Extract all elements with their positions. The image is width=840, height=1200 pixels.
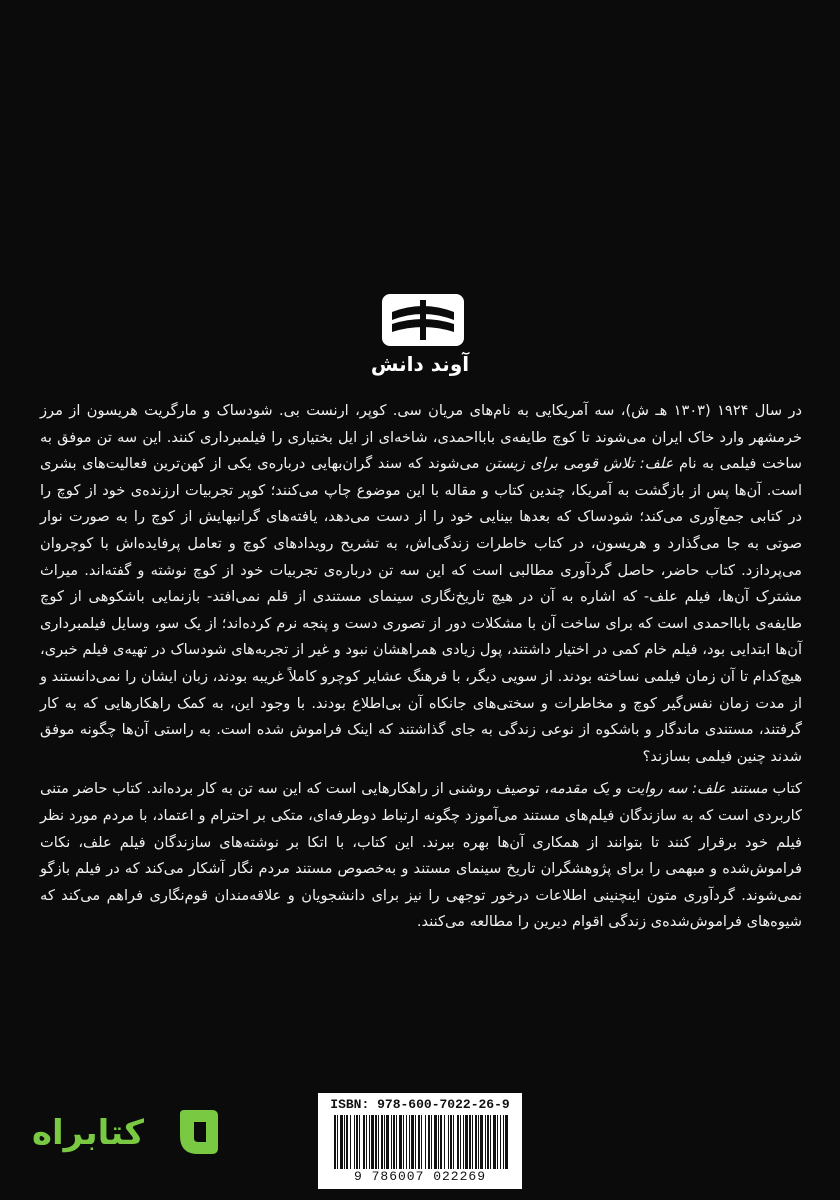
description-paragraph-1 (40, 398, 802, 770)
book-description (40, 398, 802, 936)
barcode-bars (332, 1115, 508, 1169)
p1-film-title: علف: تلاش قومی برای زیستن (485, 455, 674, 473)
p2-text-1: کتاب (767, 780, 802, 798)
publisher-logo-icon (378, 290, 468, 350)
retailer-name: کتابراه (31, 1113, 144, 1153)
p2-text-2: ، توصیف روشنی از راهکارهایی است که این سه تن به کار برده‌اند. کتاب حاضر متنی کاربردی است که به سازندگان فیلم‌های مستند می‌آموزد چگونه ارتباط دوطرفه‌ای، متکی بر احترام و اعتماد، با مردم مورد نظر فیلم خود برقرار کنند تا بتوانند از همکاری آن‌ها بهره ببرند. این کتاب، با اتکا بر نوشته‌های سازندگان فیلم علف، نکات فراموش‌شده و مبهمی را برای پژوهشگران تاریخ سینمای مستند و به‌خصوص مستند مردم نگار آشکار می‌کند که در فیلم بازگو نمی‌شوند. گردآوری متون اینچنینی اطلاعات درخور توجهی را نیز برای دانشجویان و علاقه‌مندان قوم‌نگاری فراهم می‌کند که شیوه‌های فراموش‌شده‌ی زندگی اقوام دیرین را مطالعه می‌کنند. (40, 780, 802, 931)
p2-book-title: مستند علف: سه روایت و یک مقدمه (549, 780, 768, 798)
description-paragraph-2 (40, 776, 802, 936)
publisher-name: آوند دانش (370, 352, 470, 376)
p1-text-1: در سال ۱۹۲۴ (۱۳۰۳ هـ ش)، سه آمریکایی به نام‌های مریان سی. کوپر، ارنست بی. شودساک و مارگریت هریسون از مرز خرمشهر وارد خاک ایران می‌شوند تا کوچ طایفه‌ی بابااحمدی، شاخه‌ای از ایل بختیاری را فیلمبرداری کنند. این سه تن موفق به ساخت فیلمی به نام (40, 402, 803, 473)
isbn-label: ISBN: 978-600-7022-26-9 (330, 1097, 510, 1112)
barcode-digits: 9 786007 022269 (353, 1169, 487, 1184)
isbn-barcode (318, 1093, 522, 1189)
p1-text-2: می‌شوند که سند گران‌بهایی درباره‌ی یکی از کهن‌ترین فعالیت‌های بشری است. آن‌ها پس از بازگشت به آمریکا، چندین کتاب و مقاله با این موضوع چاپ می‌کنند؛ کوپر تجربیات ارزنده‌ی خود از کوچ را در کتابی جمع‌آوری می‌کند؛ شودساک که بعدها بینایی خود را از دست می‌دهد، یافته‌های گرانبهایش از کوچ را به صورت نوار صوتی به جا می‌گذارد و هریسون، در کتاب خاطرات زندگی‌اش، به تشریح رویدادهای کوچ و تعامل پرفایده‌اش با کوچروان می‌پردازد. کتاب حاضر، حاصل گردآوری مطالبی است که این سه تن درباره‌ی تجربیات خود از کوچ نوشته و گفته‌اند. میراث مشترک آن‌ها، فیلم علف- که اشاره به آن در هیچ تاریخ‌نگاری سینمای مستندی از قلم نمی‌افتد- بازنمایی باشکوهی از کوچ طایفه‌ی بابااحمدی است که برای ساخت آن با مشکلات دور از تصوری دست و پنجه نرم کرده‌اند؛ از یک سو، وسایل فیلمبرداری آن‌ها ابتدایی بود، فیلم خام کمی در اختیار داشتند، پول زیادی همراهشان نبود و غیر از تجربه‌های شودساک در تهیه‌ی فیلم خبری، هیچ‌کدام تا آن زمان فیلمی نساخته بودند. از سویی دیگر، با فرهنگ عشایر کوچرو کاملاً غریبه بودند، زبان ایشان را نمی‌دانستند و از مدت زمان نفس‌گیر کوچ و مخاطرات و سختی‌های جانکاه آن بی‌اطلاع بودند. با وجود این، به کمک راهکارهایی که به کار گرفتند، مستندی ماندگار و باشکوه از نوعی زندگی به جای گذاشتند که اینک فراموش شده است. به راستی آن‌ها چگونه موفق شدند چنین فیلمی بسازند؟ (40, 455, 802, 765)
